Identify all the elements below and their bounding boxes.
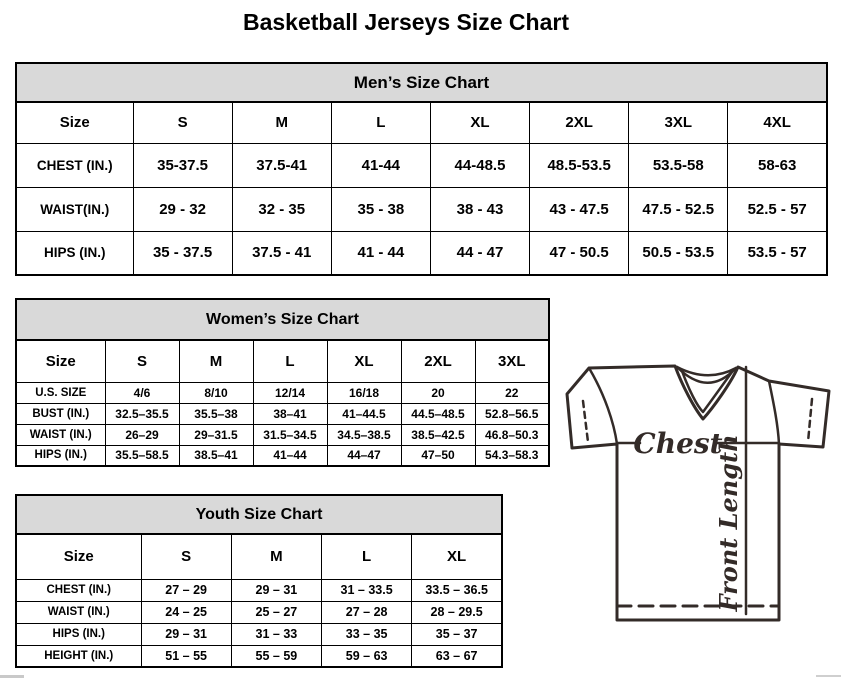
row-label: HIPS (IN.) (16, 231, 133, 275)
row-label: U.S. SIZE (16, 382, 105, 403)
size-value-cell: 44.5–48.5 (401, 403, 475, 424)
row-label: WAIST (IN.) (16, 601, 141, 623)
size-value-cell: 47.5 - 52.5 (629, 187, 728, 231)
size-value-cell: 55 – 59 (231, 645, 321, 667)
page-edge-artifact-left (0, 675, 24, 678)
size-value-cell: 37.5 - 41 (232, 231, 331, 275)
size-value-cell: 33 – 35 (322, 623, 412, 645)
row-label: HEIGHT (IN.) (16, 645, 141, 667)
size-value-cell: 51 – 55 (141, 645, 231, 667)
size-value-cell: 31 – 33.5 (322, 579, 412, 601)
page-edge-artifact-right (816, 675, 841, 677)
size-value-cell: 46.8–50.3 (475, 424, 549, 445)
mens-size-table (15, 62, 828, 276)
jersey-measurement-diagram (565, 363, 835, 625)
column-header: L (253, 340, 327, 382)
size-value-cell: 8/10 (179, 382, 253, 403)
size-value-cell: 35.5–58.5 (105, 445, 179, 466)
size-value-cell: 52.8–56.5 (475, 403, 549, 424)
row-label: HIPS (IN.) (16, 445, 105, 466)
size-value-cell: 28 – 29.5 (412, 601, 502, 623)
column-header: S (105, 340, 179, 382)
size-value-cell: 31 – 33 (231, 623, 321, 645)
size-value-cell: 29 – 31 (141, 623, 231, 645)
size-value-cell: 16/18 (327, 382, 401, 403)
column-header: M (231, 534, 321, 579)
size-value-cell: 44–47 (327, 445, 401, 466)
size-value-cell: 27 – 28 (322, 601, 412, 623)
size-value-cell: 53.5 - 57 (728, 231, 827, 275)
row-label: WAIST(IN.) (16, 187, 133, 231)
size-value-cell: 34.5–38.5 (327, 424, 401, 445)
size-value-cell: 27 – 29 (141, 579, 231, 601)
size-value-cell: 59 – 63 (322, 645, 412, 667)
size-value-cell: 41 - 44 (331, 231, 430, 275)
size-value-cell: 35 – 37 (412, 623, 502, 645)
size-value-cell: 41–44 (253, 445, 327, 466)
size-value-cell: 25 – 27 (231, 601, 321, 623)
size-value-cell: 44-48.5 (430, 143, 529, 187)
size-value-cell: 54.3–58.3 (475, 445, 549, 466)
size-value-cell: 29–31.5 (179, 424, 253, 445)
column-header: 3XL (475, 340, 549, 382)
size-value-cell: 53.5-58 (629, 143, 728, 187)
mens-table-title: Men’s Size Chart (16, 63, 827, 102)
column-header: 2XL (401, 340, 475, 382)
row-label: HIPS (IN.) (16, 623, 141, 645)
size-value-cell: 48.5-53.5 (530, 143, 629, 187)
size-value-cell: 47 - 50.5 (530, 231, 629, 275)
size-value-cell: 31.5–34.5 (253, 424, 327, 445)
womens-table-title: Women’s Size Chart (16, 299, 549, 340)
row-label: WAIST (IN.) (16, 424, 105, 445)
column-header: Size (16, 102, 133, 143)
column-header: L (322, 534, 412, 579)
column-header: Size (16, 534, 141, 579)
column-header: M (232, 102, 331, 143)
size-value-cell: 52.5 - 57 (728, 187, 827, 231)
column-header: 4XL (728, 102, 827, 143)
size-value-cell: 38.5–42.5 (401, 424, 475, 445)
size-value-cell: 35 - 38 (331, 187, 430, 231)
size-value-cell: 29 – 31 (231, 579, 321, 601)
row-label: BUST (IN.) (16, 403, 105, 424)
size-value-cell: 58-63 (728, 143, 827, 187)
size-value-cell: 26–29 (105, 424, 179, 445)
size-value-cell: 63 – 67 (412, 645, 502, 667)
row-label: CHEST (IN.) (16, 143, 133, 187)
size-value-cell: 38.5–41 (179, 445, 253, 466)
column-header: M (179, 340, 253, 382)
front-length-label: Front Length (714, 434, 743, 612)
size-value-cell: 47–50 (401, 445, 475, 466)
column-header: S (141, 534, 231, 579)
womens-size-table (15, 298, 550, 467)
size-value-cell: 33.5 – 36.5 (412, 579, 502, 601)
column-header: XL (430, 102, 529, 143)
column-header: XL (412, 534, 502, 579)
size-value-cell: 4/6 (105, 382, 179, 403)
size-value-cell: 35.5–38 (179, 403, 253, 424)
youth-size-table (15, 494, 503, 668)
size-value-cell: 32 - 35 (232, 187, 331, 231)
size-value-cell: 35 - 37.5 (133, 231, 232, 275)
size-value-cell: 38–41 (253, 403, 327, 424)
row-label: CHEST (IN.) (16, 579, 141, 601)
size-value-cell: 32.5–35.5 (105, 403, 179, 424)
size-value-cell: 37.5-41 (232, 143, 331, 187)
column-header: S (133, 102, 232, 143)
size-value-cell: 29 - 32 (133, 187, 232, 231)
size-value-cell: 44 - 47 (430, 231, 529, 275)
page-title: Basketball Jerseys Size Chart (242, 9, 569, 35)
size-value-cell: 41–44.5 (327, 403, 401, 424)
size-value-cell: 20 (401, 382, 475, 403)
size-value-cell: 50.5 - 53.5 (629, 231, 728, 275)
size-value-cell: 35-37.5 (133, 143, 232, 187)
column-header: XL (327, 340, 401, 382)
column-header: 3XL (629, 102, 728, 143)
size-value-cell: 43 - 47.5 (530, 187, 629, 231)
column-header: 2XL (530, 102, 629, 143)
column-header: Size (16, 340, 105, 382)
chest-label: Chest (633, 427, 723, 460)
size-value-cell: 24 – 25 (141, 601, 231, 623)
column-header: L (331, 102, 430, 143)
youth-table-title: Youth Size Chart (16, 495, 502, 534)
size-value-cell: 38 - 43 (430, 187, 529, 231)
size-value-cell: 12/14 (253, 382, 327, 403)
size-value-cell: 41-44 (331, 143, 430, 187)
size-value-cell: 22 (475, 382, 549, 403)
